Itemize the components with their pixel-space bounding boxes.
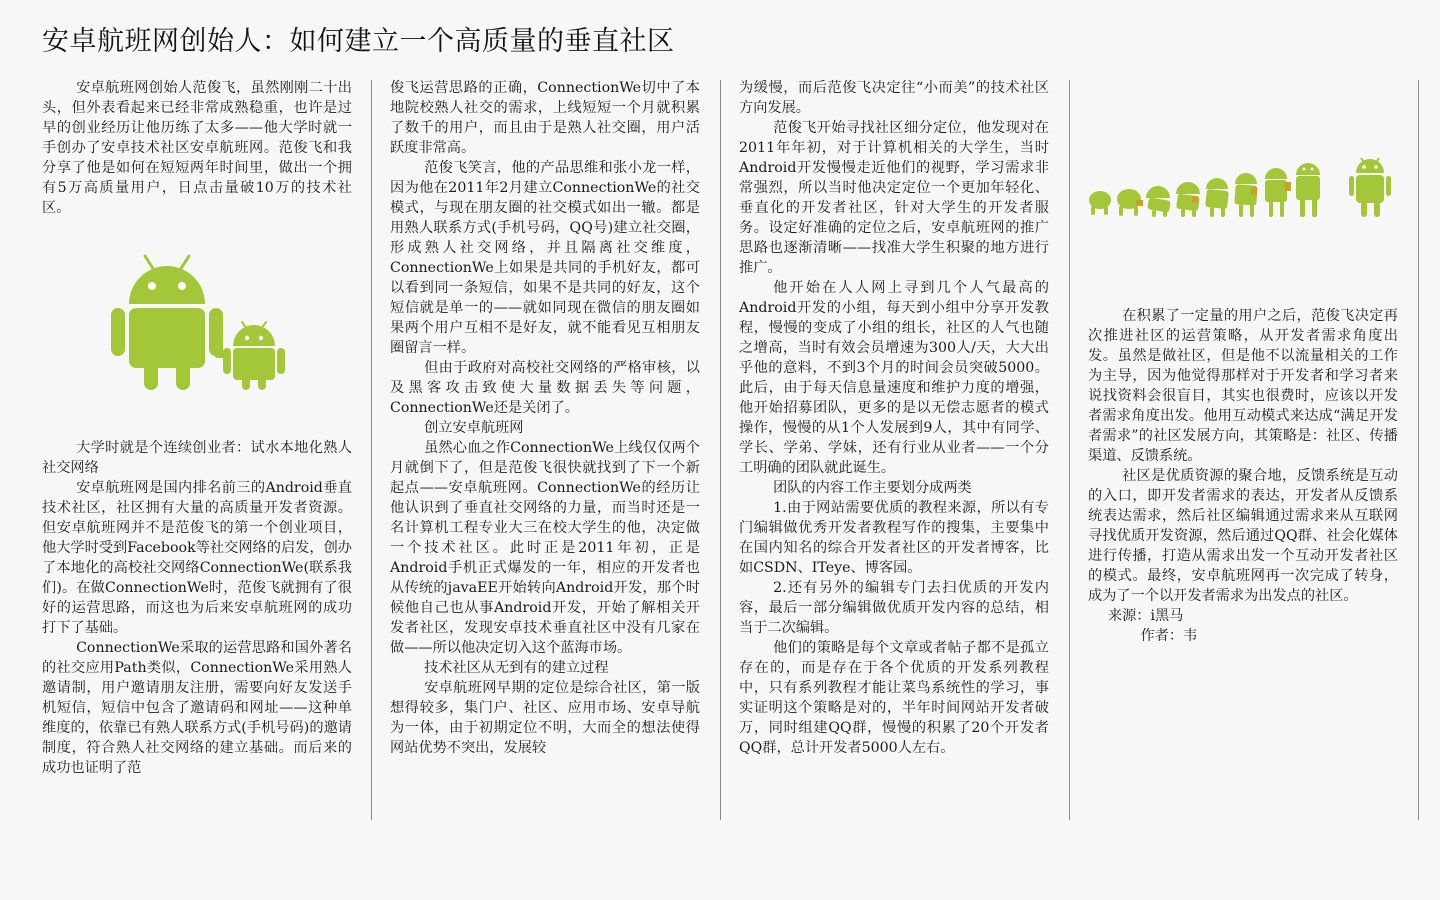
article-column-4: [1088, 78, 1398, 646]
paragraph: ConnectionWe采取的运营思路和国外著名的社交应用Path类似，ConnectionWe采用熟人邀请制，用户邀请朋友注册，需要向好友发送手机短信，短信中包含了邀请码和网址——这种单维度的，依靠已有熟人联系方式(手机号码)的邀请制度，符合熟人社交网络的建立基础。而后来的成功也证明了范: [42, 640, 352, 776]
paragraph: 2.还有另外的编辑专门去扫优质的开发内容，最后一部分编辑做优质开发内容的总结，相当于二次编辑。: [739, 580, 1049, 636]
paragraph: 在积累了一定量的用户之后，范俊飞决定再次推进社区的运营策略，从开发者需求角度出发。虽然是做社区，但是他不以流量相关的工作为主导，因为他觉得那样对于开发者和学习者来说找资料会很盲目，其实也很费时，应该以开发者需求角度出发。他用互动模式来达成“满足开发者需求”的社区发展方向，其策略是：社区、传播渠道、反馈系统。: [1088, 308, 1398, 464]
column-divider: [720, 80, 721, 820]
paragraph: 1.由于网站需要优质的教程来源，所以有专门编辑做优秀开发者教程写作的搜集，主要集中在国内知名的综合开发者社区的开发者博客，比如CSDN、ITeye、博客园。: [739, 500, 1049, 576]
article-column-3: [739, 78, 1049, 758]
paragraph: 俊飞运营思路的正确，ConnectionWe切中了本地院校熟人社交的需求，上线短短一个月就积累了数千的用户，而且由于是熟人社交圈，用户活跃度非常高。: [390, 80, 700, 156]
paragraph: 虽然心血之作ConnectionWe上线仅仅两个月就倒下了，但是范俊飞很快就找到了下一个新起点——安卓航班网。ConnectionWe的经历让他认识到了垂直社交网络的力量，而当时还是一名计算机工程专业大三在校大学生的他，决定做一个技术社区。此时正是2011年初，正是Android手机正式爆发的一年，相应的开发者也从传统的javaEE开始转向Android开发，那个时候他自己也从事Android开发，开始了解相关开发者社区，发现安卓技术垂直社区中没有几家在做——所以他决定切入这个蓝海市场。: [390, 440, 700, 656]
column-divider: [1418, 80, 1419, 820]
section-heading: 大学时就是个连续创业者：试水本地化熟人社交网络: [42, 440, 352, 476]
paragraph: 安卓航班网是国内排名前三的Android垂直技术社区，社区拥有大量的高质量开发者资源。但安卓航班网并不是范俊飞的第一个创业项目，他大学时受到Facebook等社交网络的启发，创办了本地化的高校社交网络ConnectionWe(联系我们)。在做ConnectionWe时，范俊飞就拥有了很好的运营思路，而这也为后来安卓航班网的成功打下了基础。: [42, 480, 352, 636]
article-column-2: [390, 78, 700, 758]
paragraph: 范俊飞开始寻找社区细分定位，他发现对在2011年年初，对于计算机相关的大学生，当时Android开发慢慢走近他们的视野，学习需求非常强烈，所以当时他决定定位一个更加年轻化、垂直化的开发者社区，针对大学生的开发者服务。设定好准确的定位之后，安卓航班网的推广思路也逐渐清晰——找准大学生积聚的地方进行推广。: [739, 120, 1049, 276]
column-divider: [371, 80, 372, 820]
paragraph: 他们的策略是每个文章或者帖子都不是孤立存在的，而是存在于各个优质的开发系列教程中，只有系列教程才能让菜鸟系统性的学习，事实证明这个策略是对的，半年时间网站开发者破万，同时组建QQ群，慢慢的积累了20个开发者QQ群，总计开发者5000人左右。: [739, 640, 1049, 756]
paragraph: 安卓航班网创始人范俊飞，虽然刚刚二十出头，但外表看起来已经非常成熟稳重，也许是过早的创业经历让他历练了太多——他大学时就一手创办了安卓技术社区安卓航班网。范俊飞和我分享了他是如何在短短两年时间里，做出一个拥有5万高质量用户，日点击量破10万的技术社区。: [42, 80, 352, 216]
paragraph: 安卓航班网早期的定位是综合社区，第一版想得较多，集门户、社区、应用市场、安卓导航为一体，由于初期定位不明，大而全的想法使得网站优势不突出，发展较: [390, 680, 700, 756]
paragraph: 他开始在人人网上寻到几个人气最高的Android开发的小组，每天到小组中分享开发教程，慢慢的变成了小组的组长，社区的人气也随之增高，当时有效会员增速为300人/天，大大出乎他的意料，不到3个月的时间会员突破5000。此后，由于每天信息量速度和维护力度的增强，他开始招募团队，更多的是以无偿志愿者的模式操作，慢慢的从1个人发展到9人，其中有同学、学长、学弟、学妹，还有行业从业者——一个分工明确的团队就此诞生。: [739, 280, 1049, 476]
section-heading: 团队的内容工作主要划分成两类: [773, 480, 972, 496]
section-heading: 创立安卓航班网: [424, 420, 524, 436]
article-headline: 安卓航班网创始人：如何建立一个高质量的垂直社区: [42, 26, 675, 57]
article-source: 来源：i黑马: [1107, 608, 1184, 624]
paragraph: 范俊飞笑言，他的产品思维和张小龙一样，因为他在2011年2月建立ConnectionWe的社交模式，与现在朋友圈的社交模式如出一辙。都是用熟人联系方式(手机号码，QQ号)建立社交圈，形成熟人社交网络，并且隔离社交维度，ConnectionWe上如果是共同的手机好友，都可以看到同一条短信，如果不是共同的好友，这个短信就是单一的——就如同现在微信的朋友圈如果两个用户互相不是好友，就不能看见互相朋友圈留言一样。: [390, 160, 700, 356]
paragraph: 为缓慢，而后范俊飞决定往“小而美”的技术社区方向发展。: [739, 80, 1049, 116]
article-column-1: [42, 78, 352, 778]
column-divider: [1069, 80, 1070, 820]
article-author: 作者：韦: [1140, 628, 1198, 644]
section-heading: 技术社区从无到有的建立过程: [424, 660, 609, 676]
android-robots-icon: [102, 250, 292, 390]
paragraph: 但由于政府对高校社交网络的严格审核，以及黑客攻击致使大量数据丢失等问题，ConnectionWe还是关闭了。: [390, 360, 700, 416]
paragraph: 社区是优质资源的聚合地，反馈系统是互动的入口，即开发者需求的表达，开发者从反馈系统表达需求，然后社区编辑通过需求来从互联网寻找优质开发资源，然后通过QQ群、社会化媒体进行传播，打造从需求出发一个互动开发者社区的模式。最终，安卓航班网再一次完成了转身，成为了一个以开发者需求为出发点的社区。: [1088, 468, 1398, 604]
android-evolution-icon: [1088, 156, 1398, 218]
